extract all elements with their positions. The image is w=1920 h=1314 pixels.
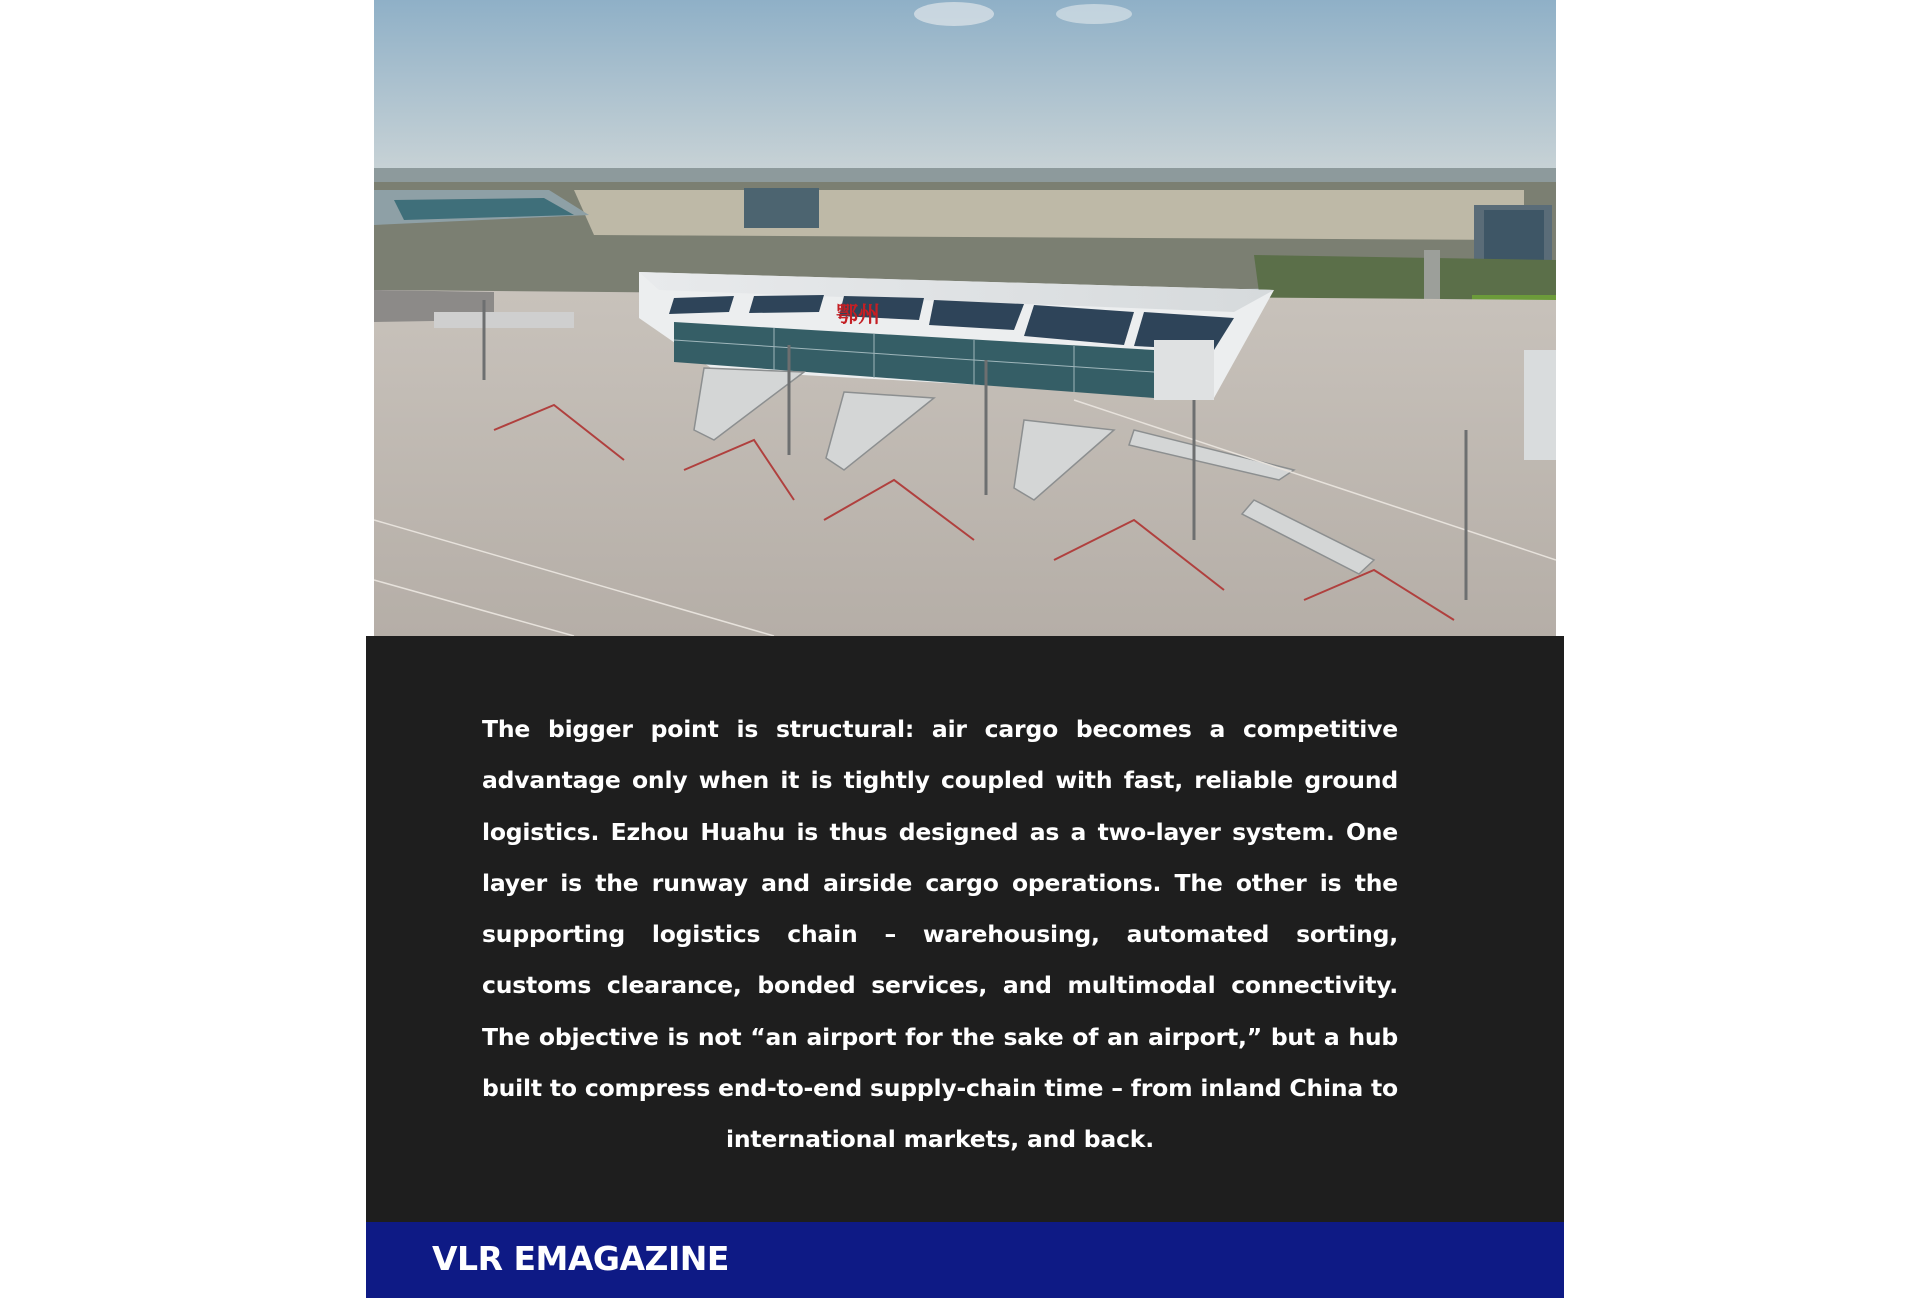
airport-aerial-photo [374,0,1556,636]
article-paragraph: The bigger point is structural: air cargo becomes a competitive advantage only when it is tightly coupled with fast, reliable ground logistics. Ezhou Huahu is thus designed as a two-layer system. One layer is the runway and airside cargo operations. The other is the supporting logistics chain – warehousing, automated sorting, customs clearance, bonded services, and multimodal connectivity. The objective is not “an airport for the sake of an airport,” but a hub built to compress end-to-end supply-chain time – from inland China to international markets, and back. [482,715,1398,1154]
terminal-sign-text: 鄂州 [836,303,881,328]
article-text-panel [366,636,1564,1222]
magazine-brand-name: VLR EMAGAZINE [432,1239,729,1278]
footer-banner [366,1222,1564,1298]
